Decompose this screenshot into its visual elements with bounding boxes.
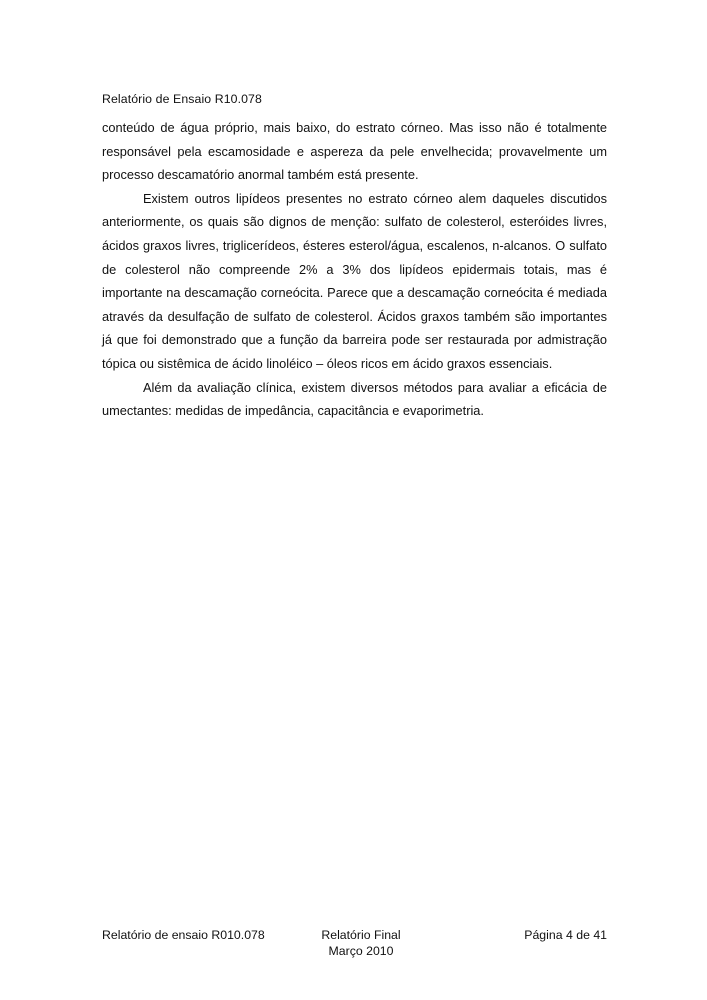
paragraph-lipids: Existem outros lipídeos presentes no estrato córneo alem daqueles discutidos anteriormente, os quais são dignos de menção: sulfato de colesterol, esteróides livres, ácidos graxos livres, triglicerídeos, ésteres esterol/água, escalenos, n-alcanos. O sulfato de colesterol não compreende 2% a 3% dos lipídeos epidermais totais, mas é importante na descamação corneócita. Parece que a descamação corneócita é mediada através da desulfação de sulfato de colesterol. Ácidos graxos também são importantes já que foi demonstrado que a função da barreira pode ser restaurada por admistração tópica ou sistêmica de ácido linoléico – óleos ricos em ácido graxos essenciais. (102, 190, 607, 371)
footer-page-number: Página 4 de 41 (524, 928, 607, 942)
footer-report-title: Relatório Final (321, 928, 401, 942)
body-text (102, 116, 607, 423)
footer-report-id: Relatório de ensaio R010.078 (102, 928, 265, 942)
paragraph-continuation: conteúdo de água próprio, mais baixo, do estrato córneo. Mas isso não é totalmente responsável pela escamosidade e aspereza da pele envelhecida; provavelmente um processo descamatório anormal também está presente. (102, 120, 607, 183)
page-header-title: Relatório de Ensaio R10.078 (102, 92, 262, 106)
page-footer (102, 927, 607, 961)
footer-report-date: Março 2010 (328, 944, 394, 958)
paragraph-evaluation-methods: Além da avaliação clínica, existem diversos métodos para avaliar a eficácia de umectantes: medidas de impedância, capacitância e evaporimetria. (102, 379, 607, 419)
footer-report-type (311, 927, 411, 959)
